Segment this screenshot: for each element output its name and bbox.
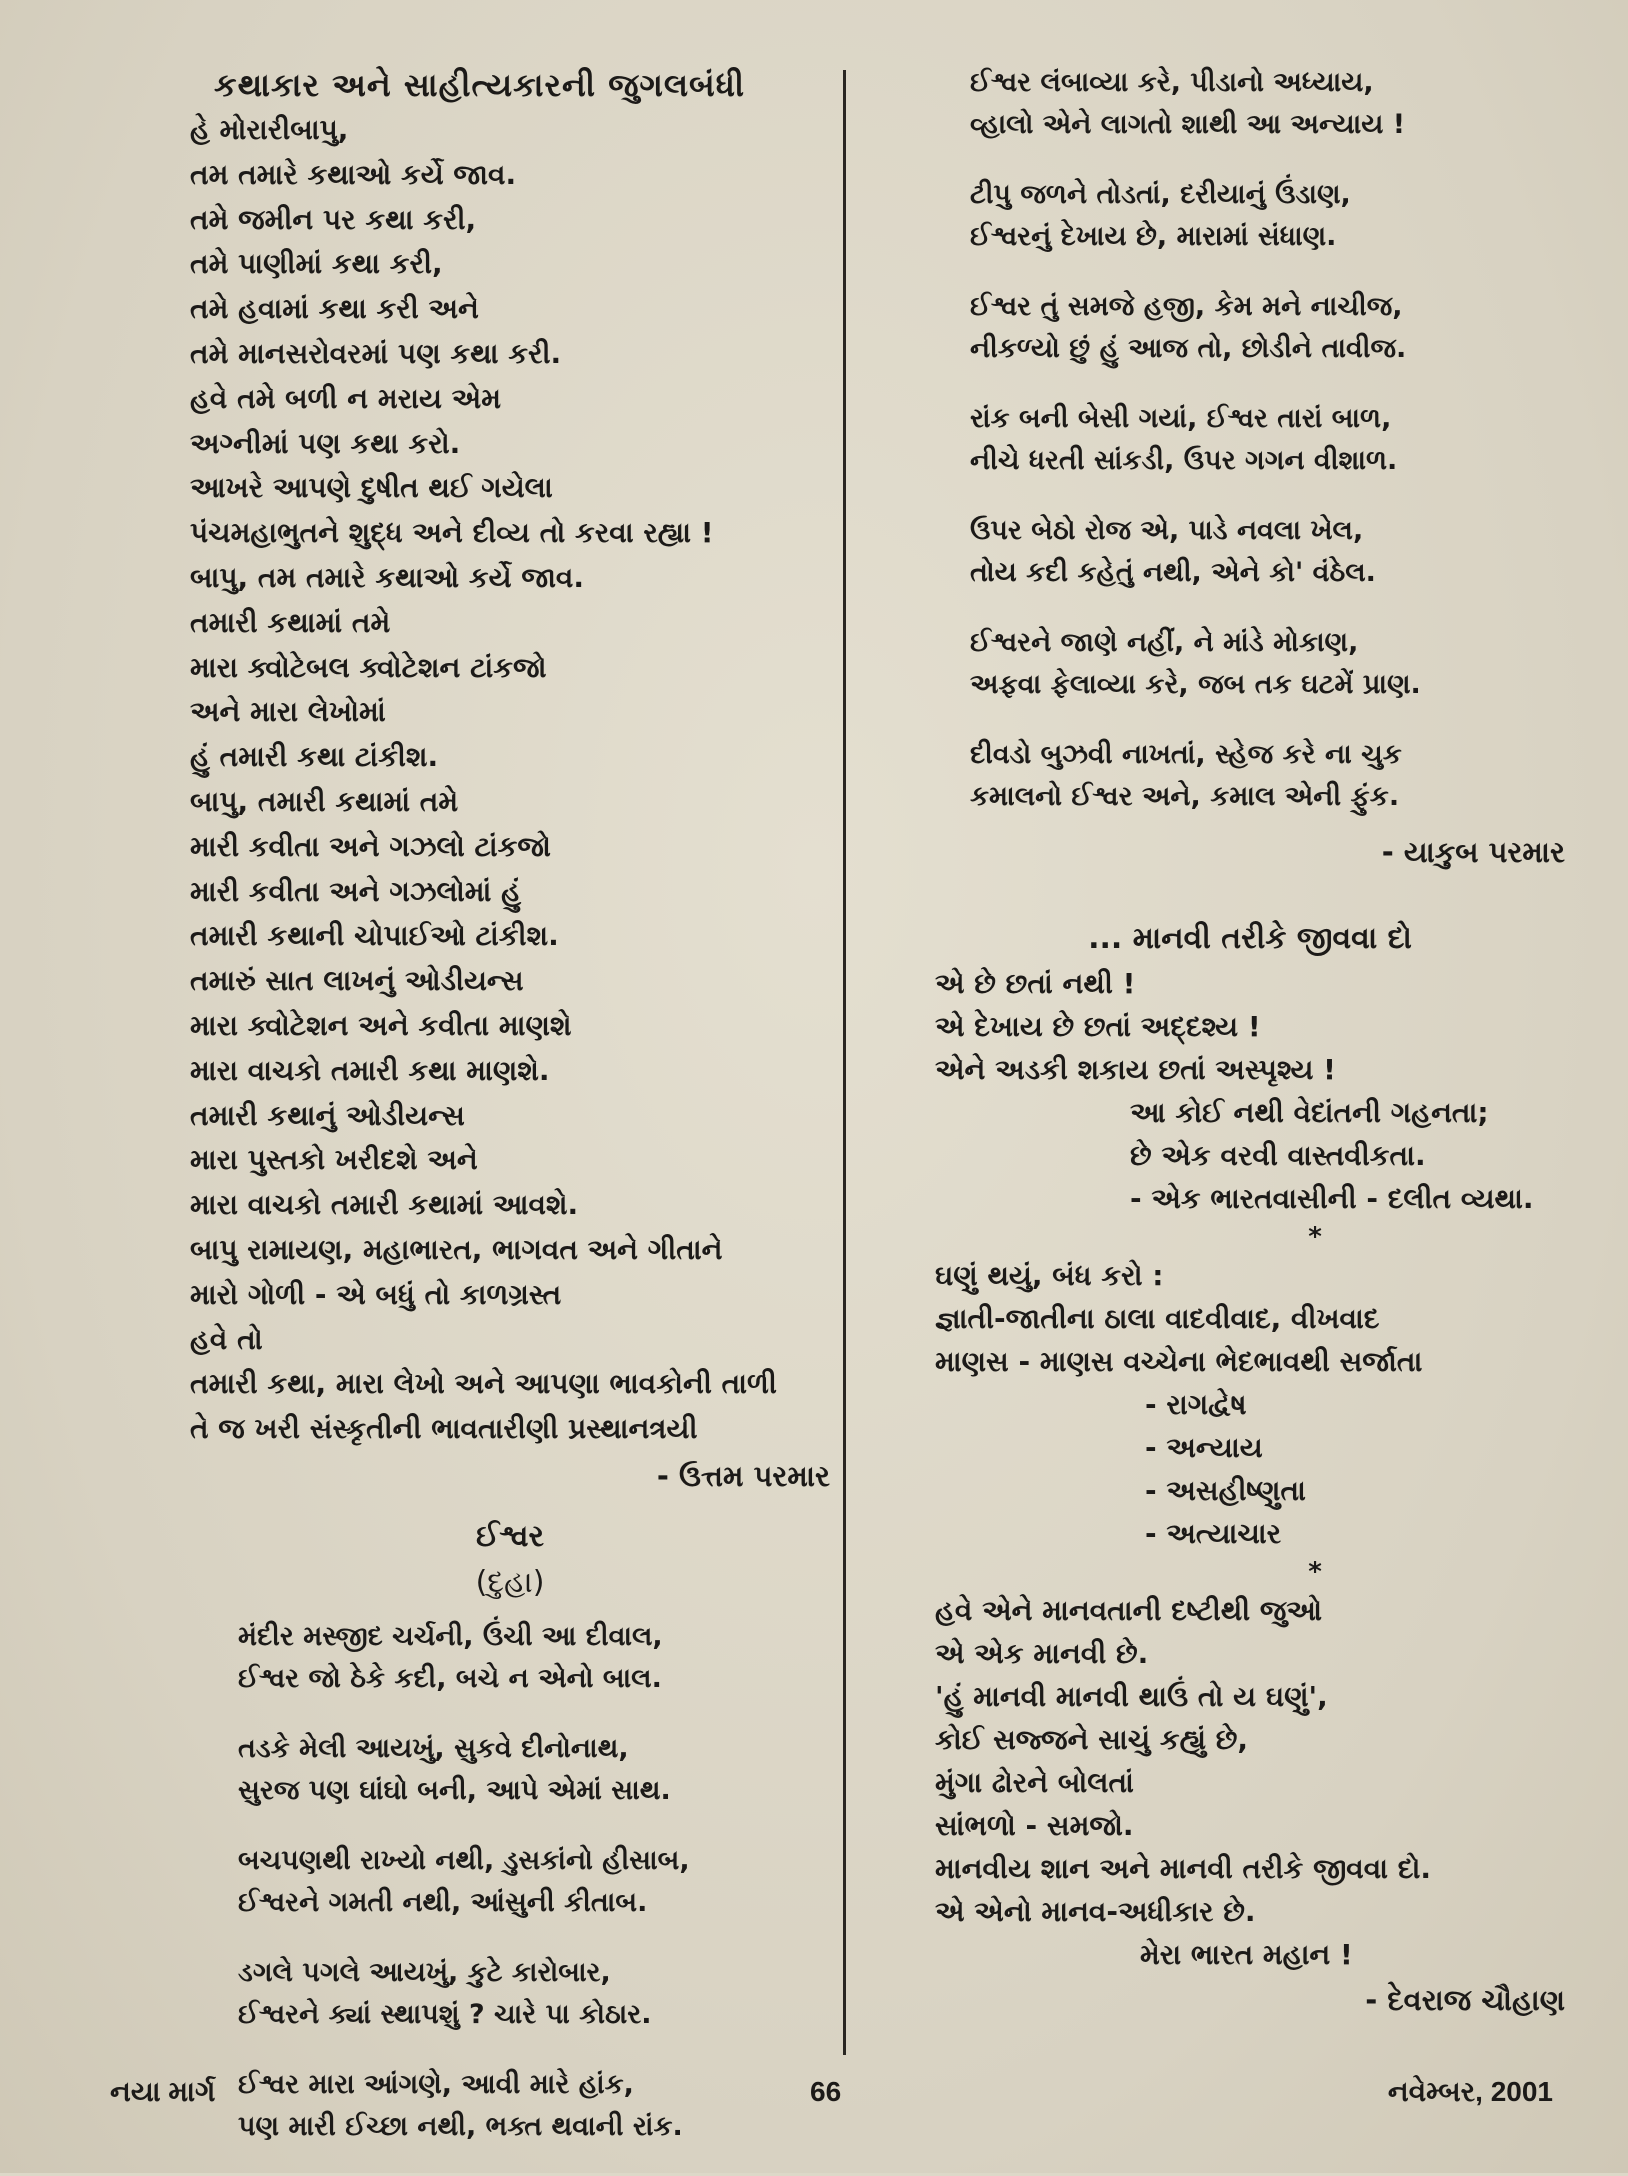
poem-line: તમ તમારે કથાઓ કર્યે જાવ.	[190, 157, 517, 191]
column-divider	[843, 70, 846, 2055]
poem-line: મારા ક્વોટેબલ ક્વોટેશન ટાંકજો	[190, 650, 547, 684]
poem-line: આ કોઈ નથી વેદાંતની ગહનતા;	[1130, 1096, 1489, 1129]
closing-line: મેરા ભારત મહાન !	[1140, 1938, 1353, 1971]
couplet-line: નીચે ધરતી સાંકડી, ઉપર ગગન વીશાળ.	[970, 445, 1398, 476]
doha-line: સુરજ પણ ઘાંઘો બની, આપે એમાં સાથ.	[238, 1774, 671, 1806]
couplet	[970, 622, 1565, 706]
doha-couplet	[238, 1952, 830, 2036]
poem-list-item: - અત્યાચાર	[1145, 1517, 1282, 1550]
couplet-line: અફવા ફેલાવ્યા કરે, જબ તક ઘટમેં પ્રાણ.	[970, 669, 1421, 700]
poem-line: મારો ગોળી - એ બધું તો કાળગ્રસ્ત	[190, 1277, 562, 1311]
couplet-line: રાંક બની બેસી ગયાં, ઈશ્વર તારાં બાળ,	[970, 403, 1392, 434]
poem-line: મુંગા ઢોરને બોલતાં	[935, 1766, 1134, 1799]
poem-line: હવે એને માનવતાની દષ્ટીથી જુઓ	[935, 1594, 1323, 1627]
doha-couplet	[238, 1616, 830, 1700]
doha-line: તડકે મેલી આયખું, સુકવે દીનોનાથ,	[238, 1732, 629, 1764]
couplet-line: ઈશ્વર તું સમજે હજી, કેમ મને નાચીજ,	[970, 291, 1403, 322]
doha-line: ઈશ્વર જો ઠેકે કદી, બચે ન એનો બાલ.	[238, 1662, 662, 1694]
poem-line: અને મારા લેખોમાં	[190, 695, 386, 729]
doha-line: ઈશ્વરને ગમતી નથી, આંસુની કીતાબ.	[238, 1886, 648, 1918]
poem-line: મારા પુસ્તકો ખરીદશે અને	[190, 1143, 478, 1177]
poem-line: બાપુ, તમારી કથામાં તમે	[190, 784, 459, 818]
couplet	[970, 398, 1565, 482]
poem-line: મારી કવીતા અને ગઝલોમાં હું	[190, 874, 522, 908]
poem-line: બાપુ, તમ તમારે કથાઓ કર્યે જાવ.	[190, 560, 585, 594]
poem-line: મારા વાચકો તમારી કથા માણશે.	[190, 1053, 550, 1087]
poem-line: તમે હવામાં કથા કરી અને	[190, 292, 479, 326]
poem-line: તે જ ખરી સંસ્કૃતીની ભાવતારીણી પ્રસ્થાનત્રયી	[190, 1412, 698, 1446]
couplet-line: કમાલનો ઈશ્વર અને, કમાલ એની ફુંક.	[970, 781, 1400, 812]
couplet-line: ઈશ્વરને જાણે નહીં, ને માંડે મોકાણ,	[970, 627, 1359, 658]
magazine-name: નયા માર્ગ	[110, 2076, 216, 2107]
poem-line: માણસ - માણસ વચ્ચેના ભેદભાવથી સર્જાતા	[935, 1345, 1423, 1378]
couplet-line: વ્હાલો એને લાગતો શાથી આ અન્યાય !	[970, 109, 1406, 140]
doha-couplet	[238, 1728, 830, 1812]
poem-line: મારા ક્વોટેશન અને કવીતા માણશે	[190, 1008, 572, 1042]
poem-line: તમારું સાત લાખનું ઓડીયન્સ	[190, 964, 524, 998]
poem-line: મારા વાચકો તમારી કથામાં આવશે.	[190, 1188, 579, 1222]
poem-body-jugalbandhi	[190, 108, 830, 1452]
doha-line: ડગલે પગલે આયખું, કુટે કારોબાર,	[238, 1956, 611, 1988]
poem-line: સાંભળો - સમજો.	[935, 1809, 1134, 1842]
poem-line: એ એનો માનવ-અધીકાર છે.	[935, 1895, 1256, 1928]
poem-line: તમે પાણીમાં કથા કરી,	[190, 247, 443, 281]
poem-line: માનવીય શાન અને માનવી તરીકે જીવવા દો.	[935, 1852, 1432, 1885]
doha-subtitle: (દુહા)	[475, 1564, 545, 1600]
poem-line: ઘણું થયું, બંધ કરો :	[935, 1259, 1164, 1292]
poem-line: અગ્નીમાં પણ કથા કરો.	[190, 426, 461, 460]
couplet	[970, 174, 1565, 258]
couplet	[970, 286, 1565, 370]
doha-line: ઈશ્વરને ક્યાં સ્થાપશું ? ચારે પા કોઠાર.	[238, 1998, 652, 2030]
couplet-line: ઈશ્વર લંબાવ્યા કરે, પીડાનો અધ્યાય,	[970, 67, 1374, 98]
doha-line: મંદીર મસ્જીદ ચર્ચની, ઉંચી આ દીવાલ,	[238, 1620, 663, 1652]
poem-title-manavi: ... માનવી તરીકે જીવવા દો	[1088, 921, 1412, 956]
right-column	[935, 62, 1565, 2024]
poem-line: 'હું માનવી માનવી થાઉં તો ય ઘણું',	[935, 1680, 1328, 1713]
poem-line: આખરે આપણે દુષીત થઈ ગયેલા	[190, 471, 553, 505]
doha-title: ઈશ્વર	[476, 1518, 544, 1554]
poem-line: એ એક માનવી છે.	[935, 1637, 1149, 1670]
doha-line: બચપણથી રાખ્યો નથી, ડુસકાંનો હીસાબ,	[238, 1844, 690, 1876]
couplet-line: ઈશ્વરનું દેખાય છે, મારામાં સંધાણ.	[970, 221, 1337, 252]
issue-date: નવેમ્બર, 2001	[1387, 2076, 1553, 2107]
poem-line: છે એક વરવી વાસ્તવીકતા.	[1130, 1139, 1426, 1172]
poem-line: એને અડકી શકાય છતાં અસ્પૃશ્ય !	[935, 1053, 1336, 1086]
section-separator-star: *	[1308, 1557, 1322, 1587]
poem-title-jugalbandhi: કથાકાર અને સાહીત્યકારની જુગલબંધી	[214, 66, 746, 104]
poem-line: તમે માનસરોવરમાં પણ કથા કરી.	[190, 336, 562, 370]
couplet-line: ટીપુ જળને તોડતાં, દરીયાનું ઉંડાણ,	[970, 179, 1351, 210]
couplet-line: નીકળ્યો છું હું આજ તો, છોડીને તાવીજ.	[970, 333, 1407, 364]
poem-line: પંચમહાભુતને શુદ્ધ અને દીવ્ય તો કરવા રહ્યા !	[190, 516, 714, 550]
couplet-line: તોય કદી કહેતું નથી, એને કો' વંઠેલ.	[970, 557, 1376, 588]
poem-line: હે મોરારીબાપુ,	[190, 113, 349, 146]
poem-line: હું તમારી કથા ટાંકીશ.	[190, 740, 439, 774]
poem-line: એ દેખાય છે છતાં અદ્દશ્ય !	[935, 1010, 1261, 1043]
doha-line: પણ મારી ઈચ્છા નથી, ભક્ત થવાની રાંક.	[238, 2110, 683, 2142]
poem-list-item: - અન્યાય	[1145, 1431, 1263, 1464]
poem-line: હવે તો	[190, 1322, 263, 1356]
author-yakub-parmar: - યાકુબ પરમાર	[1381, 835, 1565, 869]
poem-line: બાપુ રામાયણ, મહાભારત, ભાગવત અને ગીતાને	[190, 1232, 723, 1266]
author-devraj-chauhan: - દેવરાજ ચૌહાણ	[1365, 1983, 1565, 2017]
poem-list-item: - રાગદ્વેષ	[1145, 1388, 1247, 1421]
doha-line: ઈશ્વર મારા આંગણે, આવી મારે હાંક,	[238, 2068, 634, 2100]
couplet	[970, 62, 1565, 146]
page-number: 66	[810, 2076, 842, 2107]
poem-line: તમારી કથાની ચોપાઈઓ ટાંકીશ.	[190, 919, 559, 953]
poem-line: એ છે છતાં નથી !	[935, 967, 1136, 1000]
poem-line: - એક ભારતવાસીની - દલીત વ્યથા.	[1130, 1182, 1534, 1215]
poem-line: કોઈ સજ્જને સાચું કહ્યું છે,	[935, 1723, 1249, 1756]
couplet-line: ઉપર બેઠો રોજ એ, પાડે નવલા ખેલ,	[970, 515, 1364, 546]
doha-couplet	[238, 1840, 830, 1924]
poem-list-item: - અસહીષ્ણુતા	[1145, 1474, 1306, 1507]
poem-line: હવે તમે બળી ન મરાય એમ	[190, 381, 501, 415]
couplet-line: દીવડો બુઝવી નાખતાં, સ્હેજ કરે ના ચુક	[970, 739, 1402, 770]
poem-line: મારી કવીતા અને ગઝલો ટાંકજો	[190, 829, 551, 863]
couplet	[970, 734, 1565, 818]
poem-line: તમારી કથાનું ઓડીયન્સ	[190, 1098, 465, 1132]
author-uttam-parmar: - ઉત્તમ પરમાર	[656, 1458, 830, 1493]
poem-line: તમારી કથા, મારા લેખો અને આપણા ભાવકોની તાળી	[190, 1367, 777, 1401]
poem-line: તમે જમીન પર કથા કરી,	[190, 202, 477, 236]
ishwar-couplets-continued	[970, 62, 1565, 818]
left-column	[190, 62, 830, 2176]
couplet	[970, 510, 1565, 594]
section-separator-star: *	[1308, 1222, 1322, 1252]
page-footer	[0, 2076, 1628, 2126]
poem-body-manavi	[935, 962, 1565, 1976]
doha-block	[238, 1616, 830, 2148]
poem-line: તમારી કથામાં તમે	[190, 605, 391, 639]
poem-line: જ્ઞાતી-જાતીના ઠાલા વાદવીવાદ, વીખવાદ	[935, 1302, 1380, 1335]
